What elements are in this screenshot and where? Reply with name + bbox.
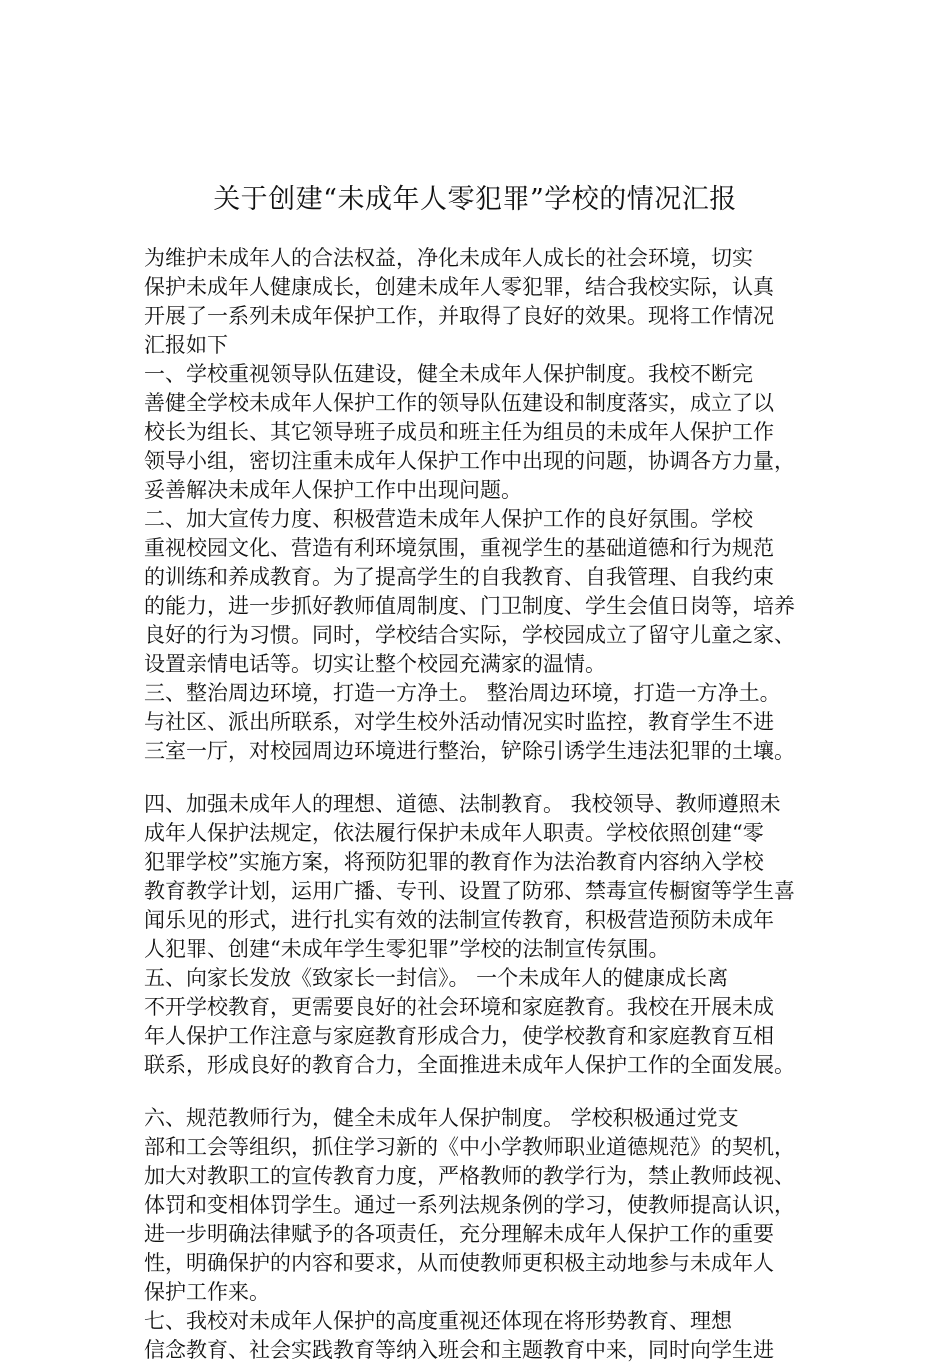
text-line: 成年人保护法规定，依法履行保护未成年人职责。学校依照创建“零 [144, 821, 764, 845]
text-line: 七、我校对未成年人保护的高度重视还体现在将形势教育、理想 [144, 1309, 732, 1333]
text-line: 性，明确保护的内容和要求，从而使教师更积极主动地参与未成年人 [144, 1251, 774, 1275]
text-line: 联系，形成良好的教育合力，全面推进未成年人保护工作的全面发展。 [144, 1053, 795, 1077]
text-line: 开展了一系列未成年保护工作，并取得了良好的效果。现将工作情况 [144, 304, 774, 328]
text-line: 为维护未成年人的合法权益，净化未成年人成长的社会环境，切实 [144, 246, 753, 270]
text-line: 五、向家长发放《致家长一封信》。 一个未成年人的健康成长离 [144, 966, 729, 990]
text-line: 不开学校教育，更需要良好的社会环境和家庭教育。我校在开展未成 [144, 995, 774, 1019]
paragraph-group-3 [144, 1104, 824, 1365]
text-line: 进一步明确法律赋予的各项责任，充分理解未成年人保护工作的重要 [144, 1222, 774, 1246]
paragraph-spacer [144, 766, 824, 790]
text-line: 部和工会等组织，抓住学习新的《中小学教师职业道德规范》的契机， [144, 1135, 795, 1159]
text-line: 三、整治周边环境，打造一方净土。 整治周边环境，打造一方净土。 [144, 681, 781, 705]
text-line: 保护工作来。 [144, 1280, 270, 1304]
text-line: 闻乐见的形式，进行扎实有效的法制宣传教育，积极营造预防未成年 [144, 908, 774, 932]
text-line: 与社区、派出所联系，对学生校外活动情况实时监控，教育学生不进 [144, 710, 774, 734]
text-line: 保护未成年人健康成长，创建未成年人零犯罪，结合我校实际，认真 [144, 275, 774, 299]
text-line: 三室一厅，对校园周边环境进行整治，铲除引诱学生违法犯罪的土壤。 [144, 739, 795, 763]
text-line: 二、加大宣传力度、积极营造未成年人保护工作的良好氛围。学校 [144, 507, 753, 531]
text-line: 设置亲情电话等。切实让整个校园充满家的温情。 [144, 652, 606, 676]
text-line: 的训练和养成教育。为了提高学生的自我教育、自我管理、自我约束 [144, 565, 774, 589]
text-line: 汇报如下 [144, 333, 228, 357]
text-line: 重视校园文化、营造有利环境氛围，重视学生的基础道德和行为规范 [144, 536, 774, 560]
document-body [144, 244, 824, 1365]
paragraph-group-1 [144, 244, 824, 766]
text-line: 年人保护工作注意与家庭教育形成合力，使学校教育和家庭教育互相 [144, 1024, 774, 1048]
text-line: 良好的行为习惯。同时，学校结合实际，学校园成立了留守儿童之家、 [144, 623, 795, 647]
text-line: 六、规范教师行为，健全未成年人保护制度。 学校积极通过党支 [144, 1106, 739, 1130]
text-line: 犯罪学校”实施方案，将预防犯罪的教育作为法治教育内容纳入学校 [144, 850, 764, 874]
document-title: 关于创建“未成年人零犯罪”学校的情况汇报 [213, 184, 737, 215]
paragraph-group-2 [144, 790, 824, 1080]
text-line: 领导小组，密切注重未成年人保护工作中出现的问题，协调各方力量， [144, 449, 795, 473]
text-line: 四、加强未成年人的理想、道德、法制教育。 我校领导、教师遵照未 [144, 792, 781, 816]
text-line: 人犯罪、创建“未成年学生零犯罪”学校的法制宣传氛围。 [144, 937, 670, 961]
text-line: 教育教学计划，运用广播、专刊、设置了防邪、禁毒宣传橱窗等学生喜 [144, 879, 795, 903]
text-line: 体罚和变相体罚学生。通过一系列法规条例的学习，使教师提高认识， [144, 1193, 795, 1217]
text-line: 善健全学校未成年人保护工作的领导队伍建设和制度落实，成立了以 [144, 391, 774, 415]
text-line: 校长为组长、其它领导班子成员和班主任为组员的未成年人保护工作 [144, 420, 774, 444]
text-line: 妥善解决未成年人保护工作中出现问题。 [144, 478, 522, 502]
paragraph-spacer [144, 1080, 824, 1104]
text-line: 信念教育、社会实践教育等纳入班会和主题教育中来，同时向学生进 [144, 1338, 774, 1362]
text-line: 一、学校重视领导队伍建设，健全未成年人保护制度。我校不断完 [144, 362, 753, 386]
text-line: 加大对教职工的宣传教育力度，严格教师的教学行为，禁止教师歧视、 [144, 1164, 795, 1188]
text-line: 的能力，进一步抓好教师值周制度、门卫制度、学生会值日岗等，培养 [144, 594, 795, 618]
